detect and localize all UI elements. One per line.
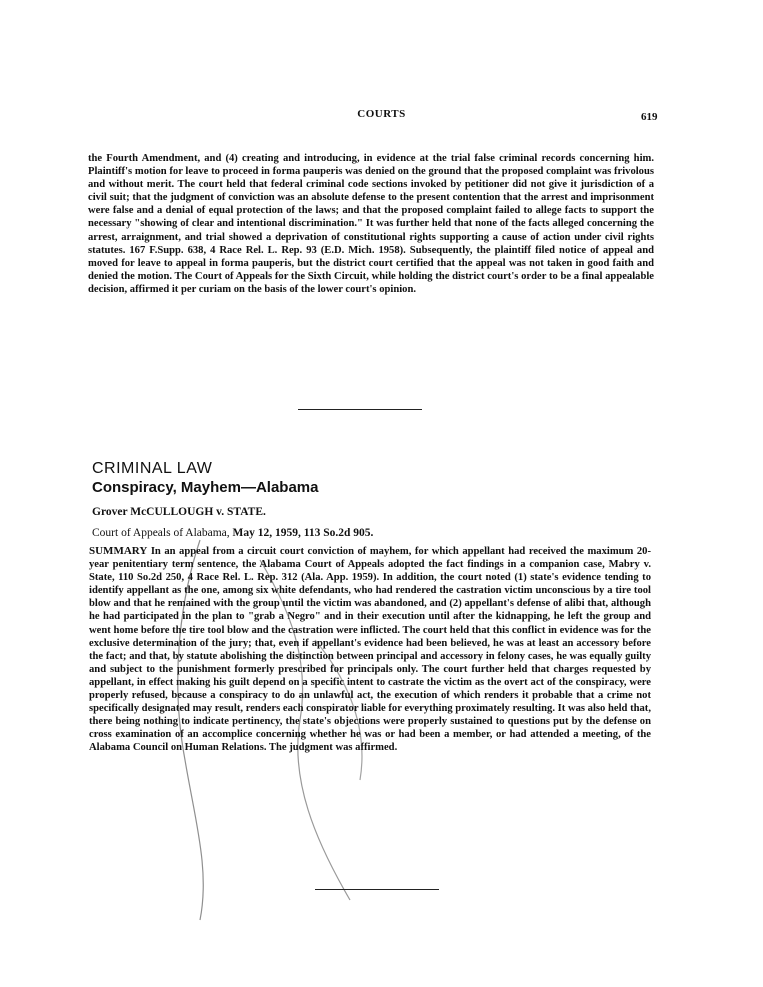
case-name: Grover McCULLOUGH v. STATE. [92, 506, 266, 518]
section-divider [298, 409, 422, 410]
summary-text: In an appeal from a circuit court conviction of mayhem, for which appellant had received the maximum 20-year penitentiary term sentence, the Alabama Court of Appeals adopted the fact findings in a companion case, Mabry v. State, 110 So.2d 250, 4 Race Rel. L. Rep. 312 (Ala. App. 1959). In addition, the court noted (1) state's evidence tending to identify appellant as the one, among six white defendants, who had rendered the castration victim unconscious by a tire tool blow and that he remained with the group until the victim was abandoned, and (2) appellant's defense of alibi that, although he had participated in the plan to "grab a Negro" and in their execution until after the kidnapping, he left the group and went home before the tire tool blow and the castration were inflicted. The court held that this conflict in evidence was for the exclusive determination of the jury; that, even if appellant's evidence had been believed, he was at least an accessory before the fact; and that, by statute abolishing the distinction between principal and accessory in felony cases, he was equally guilty and subject to the punishment formerly prescribed for principals only. The court further held that charges requested by appellant, in effect making his guilt depend on a specific intent to castrate the victim as the overt act of the conspiracy, were properly refused, because a conspiracy to do an unlawful act, the execution of which renders it probable that a crime not specifically designated may result, renders each conspirator liable for everything proximately resulting. It was also held that, there being nothing to indicate pertinency, the state's objections were properly sustained to questions put by the defense on cross examination of an accomplice concerning whether he was or had been a member, or had attended a meeting, of the Alabama Council on Human Relations. The judgment was affirmed. [89, 546, 651, 754]
continued-paragraph: the Fourth Amendment, and (4) creating and introducing, in evidence at the trial false criminal records concerning him. Plaintiff's motion for leave to proceed in forma pauperis was denied on the ground that the proposed complaint was frivolous and without merit. The court held that federal criminal code sections invoked by petitioner did not give it jurisdiction of a civil suit; that the judgment of conviction was an absolute defense to the present contention that the arrest and imprisonment were false and a denial of equal protection of the laws; and that the proposed complaint failed to allege facts to support the necessary "showing of clear and intentional discrimination." It was further held that none of the facts alleged concerning the arrest, arraignment, and trial showed a deprivation of constitutional rights supporting a cause of action under civil rights statutes. 167 F.Supp. 638, 4 Race Rel. L. Rep. 93 (E.D. Mich. 1958). Subsequently, the plaintiff filed notice of appeal and moved for leave to appeal in forma pauperis, but the district court certified that the appeal was not taken in good faith and denied the motion. The Court of Appeals for the Sixth Circuit, while holding the district court's order to be a final appealable decision, affirmed it per curiam on the basis of the lower court's opinion. [88, 153, 654, 295]
summary-label: SUMMARY [89, 545, 148, 557]
case-topic: Conspiracy, Mayhem—Alabama [92, 479, 319, 496]
summary-paragraph [89, 545, 651, 755]
page-number: 619 [641, 111, 658, 123]
section-divider-bottom [315, 889, 439, 890]
court-citation [92, 527, 373, 539]
running-head: COURTS [357, 108, 406, 120]
court-prefix: Court of Appeals of Alabama, [92, 527, 233, 539]
court-date-citation: May 12, 1959, 113 So.2d 905. [232, 527, 374, 539]
section-title: CRIMINAL LAW [92, 460, 213, 477]
